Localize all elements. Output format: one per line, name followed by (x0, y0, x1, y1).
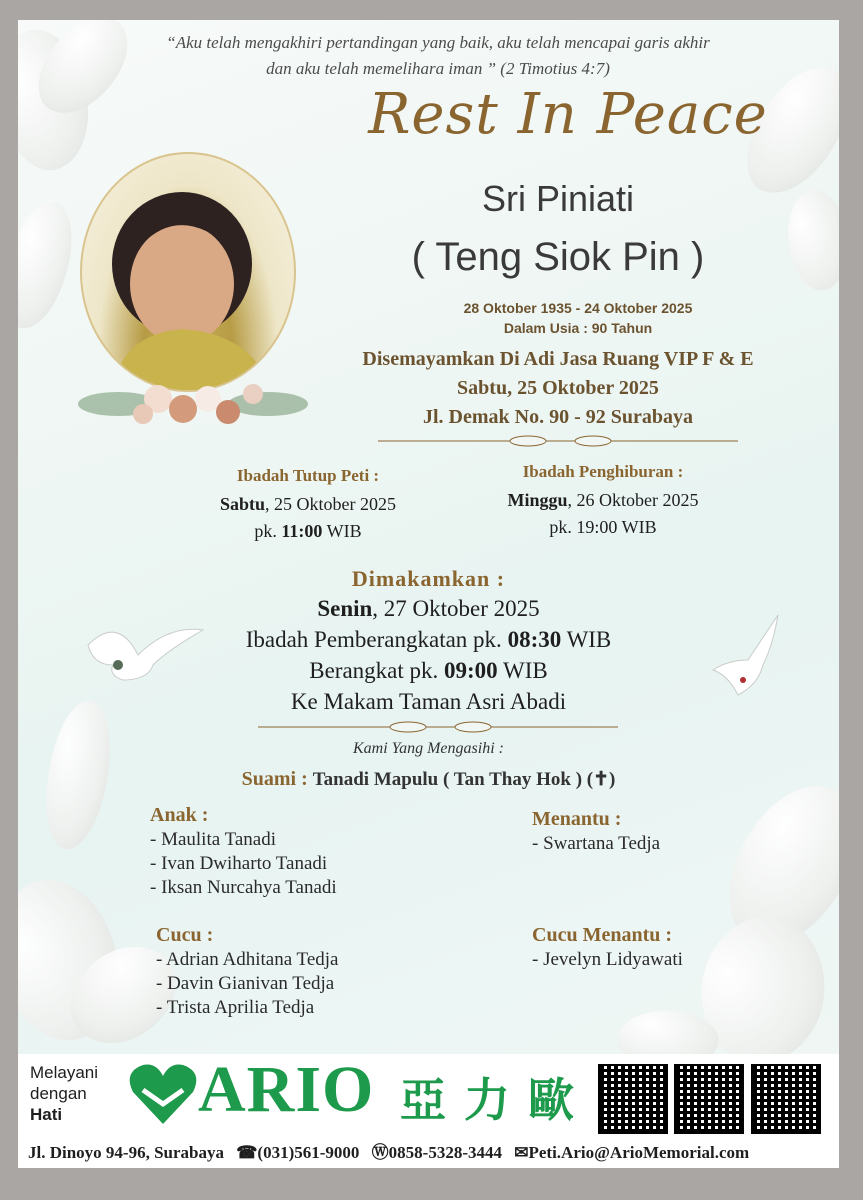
service-time: pk. 19:00 WIB (549, 517, 657, 537)
page-title: Rest In Peace (368, 82, 768, 147)
burial-date: Senin, 27 Oktober 2025 (317, 596, 540, 621)
list-item: - Ivan Dwiharto Tanadi (150, 853, 328, 874)
life-dates: 28 Oktober 1935 - 24 Oktober 2025 (463, 300, 693, 316)
list-item: - Davin Gianivan Tedja (156, 973, 335, 994)
service-date: Sabtu, 25 Oktober 2025 (219, 494, 396, 514)
venue-address: Jl. Demak No. 90 - 92 Surabaya (422, 406, 693, 428)
qr-code-icon[interactable] (674, 1064, 744, 1134)
burial-departure-time: Berangkat pk. 09:00 WIB (309, 658, 548, 683)
funeral-home-footer (18, 1054, 839, 1168)
qr-code-icon[interactable] (598, 1064, 668, 1134)
ornament-divider (378, 434, 738, 448)
obituary-card (18, 20, 839, 1168)
portrait-silhouette (82, 154, 294, 390)
in-law-label: Menantu : (532, 808, 622, 830)
burial-destination: Ke Makam Taman Asri Abadi (290, 689, 567, 714)
quote-line-1: “Aku telah mengakhiri pertandingan yang baik, aku telah mencapai garis akhir (166, 33, 710, 52)
list-item: - Trista Aprilia Tedja (156, 997, 315, 1018)
spouse-name: Tanadi Mapulu ( Tan Thay Hok ) (✝) (312, 769, 616, 790)
address-text: Jl. Dinoyo 94-96, Surabaya (28, 1143, 224, 1162)
grandchildren-label: Cucu : (156, 924, 214, 946)
service-heading: Ibadah Penghiburan : (522, 462, 684, 481)
list-item: - Maulita Tanadi (150, 829, 277, 850)
burial-departure-service: Ibadah Pemberangkatan pk. 08:30 WIB (245, 627, 612, 652)
portrait-photo (80, 152, 296, 392)
spouse-line (18, 768, 839, 791)
age-at-death: Dalam Usia : 90 Tahun (503, 320, 653, 336)
whatsapp-link[interactable]: Ⓦ0858-5328-3444 (371, 1143, 502, 1162)
service-consolation (488, 462, 718, 538)
phone-link[interactable]: ☎(031)561-9000 (236, 1143, 360, 1162)
grand-in-law-label: Cucu Menantu : (532, 924, 673, 946)
tagline (30, 1062, 140, 1125)
deceased-chinese-name: ( Teng Siok Pin ) (411, 235, 705, 279)
service-time: pk. 11:00 WIB (254, 521, 362, 541)
list-item: - Jevelyn Lidyawati (532, 949, 683, 970)
burial-heading: Dimakamkan : (351, 566, 506, 591)
ornament-divider (258, 720, 618, 734)
service-date: Minggu, 26 Oktober 2025 (507, 490, 699, 510)
handshake-heart-logo-icon (128, 1060, 198, 1126)
grandchildren-list (156, 924, 476, 1019)
venue-date: Sabtu, 25 Oktober 2025 (457, 377, 659, 399)
flower-wreath-decoration (58, 364, 328, 444)
brand-name: ARIO (198, 1053, 375, 1126)
tagline-line-3: Hati (30, 1105, 63, 1124)
brand-chinese-name: 亞力歐 (400, 1073, 592, 1127)
list-item: - Adrian Adhitana Tedja (156, 949, 339, 970)
spouse-label: Suami : (241, 768, 313, 790)
qr-code-icon[interactable] (751, 1064, 821, 1134)
bible-quote (78, 30, 798, 82)
family-heading: Kami Yang Mengasihi : (353, 740, 504, 757)
list-item: - Iksan Nurcahya Tanadi (150, 877, 337, 898)
in-law-list (532, 808, 812, 855)
grand-in-law-list (532, 924, 812, 971)
deceased-name: Sri Piniati (481, 178, 635, 219)
contact-line (28, 1138, 838, 1163)
tagline-line-1: Melayani (30, 1063, 99, 1082)
children-list (150, 804, 470, 899)
service-closing-casket (188, 466, 428, 542)
children-label: Anak : (150, 804, 209, 826)
quote-line-2: dan aku telah memelihara iman ” (2 Timotius 4:7) (266, 59, 610, 78)
venue-location: Disemayamkan Di Adi Jasa Ruang VIP F & E (362, 348, 754, 370)
service-heading: Ibadah Tutup Peti : (236, 466, 380, 485)
email-link[interactable]: ✉Peti.Ario@ArioMemorial.com (514, 1143, 750, 1162)
tagline-line-2: dengan (30, 1084, 87, 1103)
list-item: - Swartana Tedja (532, 833, 661, 854)
